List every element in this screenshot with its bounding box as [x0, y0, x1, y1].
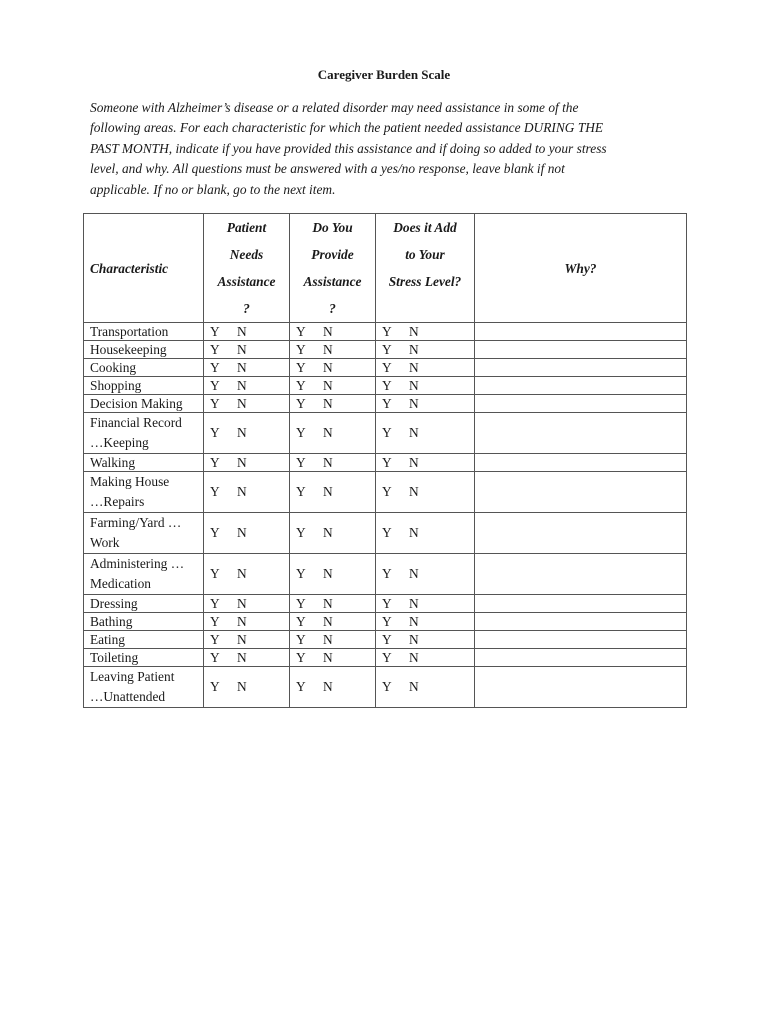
yes-option[interactable]: Y — [210, 679, 220, 694]
stress-level-yn-cell — [376, 595, 475, 613]
why-cell[interactable] — [475, 649, 687, 667]
characteristic-cell — [84, 595, 204, 613]
yes-option[interactable]: Y — [296, 650, 306, 665]
characteristic-label: Transportation — [90, 324, 169, 339]
no-option[interactable]: N — [237, 650, 247, 665]
table-header-row — [84, 214, 687, 323]
instructions-line: following areas. For each characteristic for which the patient needed assistance DURING THE — [90, 120, 604, 136]
header-why: Why? — [475, 214, 687, 323]
header-line: Do You — [312, 220, 353, 235]
no-option[interactable]: N — [409, 525, 419, 540]
provide-assistance-yn-cell — [290, 377, 376, 395]
yes-option[interactable]: Y — [382, 679, 392, 694]
patient-needs-yn-cell — [204, 667, 290, 708]
yes-option[interactable]: Y — [296, 484, 306, 499]
characteristic-label: Bathing — [90, 614, 133, 629]
table-body — [84, 323, 687, 708]
yes-option[interactable]: Y — [382, 455, 392, 470]
header-line: Provide — [311, 247, 354, 262]
instructions-line: PAST MONTH, indicate if you have provided this assistance and if doing so added to your stress — [90, 140, 607, 156]
no-option[interactable]: N — [409, 455, 419, 470]
no-option[interactable]: N — [409, 425, 419, 440]
why-cell[interactable] — [475, 595, 687, 613]
patient-needs-yn-cell — [204, 513, 290, 554]
no-option[interactable]: N — [237, 525, 247, 540]
stress-level-yn-cell — [376, 395, 475, 413]
table-row — [84, 413, 687, 454]
provide-assistance-yn-cell — [290, 341, 376, 359]
characteristic-cell — [84, 667, 204, 708]
no-option[interactable]: N — [323, 596, 333, 611]
yes-option[interactable]: Y — [382, 632, 392, 647]
no-option[interactable]: N — [323, 360, 333, 375]
patient-needs-yn-cell — [204, 472, 290, 513]
burden-table — [83, 213, 687, 708]
yes-option[interactable]: Y — [382, 650, 392, 665]
characteristic-cell — [84, 359, 204, 377]
no-option[interactable]: N — [237, 566, 247, 581]
provide-assistance-yn-cell — [290, 359, 376, 377]
no-option[interactable]: N — [237, 596, 247, 611]
yes-option[interactable]: Y — [382, 425, 392, 440]
no-option[interactable]: N — [237, 632, 247, 647]
no-option[interactable]: N — [323, 455, 333, 470]
characteristic-cell — [84, 377, 204, 395]
yes-option[interactable]: Y — [210, 396, 220, 411]
provide-assistance-yn-cell — [290, 554, 376, 595]
why-cell[interactable] — [475, 359, 687, 377]
no-option[interactable]: N — [409, 342, 419, 357]
characteristic-label: Making House — [90, 474, 170, 489]
yes-option[interactable]: Y — [296, 679, 306, 694]
yes-option[interactable]: Y — [210, 650, 220, 665]
yes-option[interactable]: Y — [210, 596, 220, 611]
stress-level-yn-cell — [376, 667, 475, 708]
yes-option[interactable]: Y — [296, 324, 306, 339]
patient-needs-yn-cell — [204, 323, 290, 341]
stress-level-yn-cell — [376, 323, 475, 341]
characteristic-label: …Unattended — [90, 689, 166, 704]
characteristic-cell — [84, 613, 204, 631]
no-option[interactable]: N — [323, 566, 333, 581]
yes-option[interactable]: Y — [382, 566, 392, 581]
provide-assistance-yn-cell — [290, 472, 376, 513]
why-cell[interactable] — [475, 377, 687, 395]
why-cell[interactable] — [475, 613, 687, 631]
yes-option[interactable]: Y — [296, 425, 306, 440]
table-row — [84, 454, 687, 472]
characteristic-label: …Keeping — [90, 435, 149, 450]
no-option[interactable]: N — [409, 484, 419, 499]
table-row — [84, 513, 687, 554]
table-row — [84, 649, 687, 667]
yes-option[interactable]: Y — [382, 396, 392, 411]
patient-needs-yn-cell — [204, 631, 290, 649]
table-row — [84, 395, 687, 413]
provide-assistance-yn-cell — [290, 649, 376, 667]
yes-option[interactable]: Y — [296, 525, 306, 540]
characteristic-label: Decision Making — [90, 396, 183, 411]
yes-option[interactable]: Y — [296, 396, 306, 411]
header-do-you-provide-assistance — [290, 214, 376, 323]
no-option[interactable]: N — [323, 525, 333, 540]
characteristic-label: Medication — [90, 576, 151, 591]
why-cell[interactable] — [475, 554, 687, 595]
provide-assistance-yn-cell — [290, 323, 376, 341]
table-row — [84, 667, 687, 708]
characteristic-label: Work — [90, 535, 120, 550]
characteristic-label: Housekeeping — [90, 342, 167, 357]
provide-assistance-yn-cell — [290, 667, 376, 708]
no-option[interactable]: N — [323, 614, 333, 629]
patient-needs-yn-cell — [204, 649, 290, 667]
yes-option[interactable]: Y — [210, 360, 220, 375]
yes-option[interactable]: Y — [296, 632, 306, 647]
header-stress-level — [376, 214, 475, 323]
header-line: Stress Level? — [388, 274, 462, 289]
yes-option[interactable]: Y — [382, 324, 392, 339]
yes-option[interactable]: Y — [210, 525, 220, 540]
header-line: ? — [243, 301, 250, 316]
no-option[interactable]: N — [237, 360, 247, 375]
no-option[interactable]: N — [409, 596, 419, 611]
stress-level-yn-cell — [376, 513, 475, 554]
yes-option[interactable]: Y — [210, 614, 220, 629]
why-cell[interactable] — [475, 395, 687, 413]
stress-level-yn-cell — [376, 472, 475, 513]
yes-option[interactable]: Y — [296, 614, 306, 629]
patient-needs-yn-cell — [204, 341, 290, 359]
table-row — [84, 377, 687, 395]
yes-option[interactable]: Y — [210, 342, 220, 357]
characteristic-label: Dressing — [90, 596, 138, 611]
characteristic-cell — [84, 395, 204, 413]
patient-needs-yn-cell — [204, 359, 290, 377]
header-line: ? — [329, 301, 336, 316]
yes-option[interactable]: Y — [210, 425, 220, 440]
provide-assistance-yn-cell — [290, 454, 376, 472]
yes-option[interactable]: Y — [296, 378, 306, 393]
instructions-line: level, and why. All questions must be answered with a yes/no response, leave blank if not — [90, 161, 565, 177]
characteristic-label: Shopping — [90, 378, 142, 393]
table-row — [84, 554, 687, 595]
no-option[interactable]: N — [323, 324, 333, 339]
header-line: Patient — [226, 220, 267, 235]
why-cell[interactable] — [475, 513, 687, 554]
why-cell[interactable] — [475, 413, 687, 454]
header-line: Needs — [229, 247, 264, 262]
why-cell[interactable] — [475, 341, 687, 359]
yes-option[interactable]: Y — [296, 596, 306, 611]
no-option[interactable]: N — [237, 342, 247, 357]
no-option[interactable]: N — [409, 360, 419, 375]
no-option[interactable]: N — [237, 425, 247, 440]
no-option[interactable]: N — [237, 396, 247, 411]
characteristic-cell — [84, 413, 204, 454]
provide-assistance-yn-cell — [290, 513, 376, 554]
stress-level-yn-cell — [376, 413, 475, 454]
yes-option[interactable]: Y — [382, 596, 392, 611]
yes-option[interactable]: Y — [382, 378, 392, 393]
characteristic-cell — [84, 472, 204, 513]
no-option[interactable]: N — [323, 425, 333, 440]
characteristic-cell — [84, 631, 204, 649]
no-option[interactable]: N — [323, 484, 333, 499]
no-option[interactable]: N — [237, 484, 247, 499]
document-title: Caregiver Burden Scale — [317, 67, 451, 82]
characteristic-label: Farming/Yard … — [90, 515, 182, 530]
why-cell[interactable] — [475, 323, 687, 341]
provide-assistance-yn-cell — [290, 395, 376, 413]
characteristic-cell — [84, 454, 204, 472]
no-option[interactable]: N — [323, 679, 333, 694]
yes-option[interactable]: Y — [210, 632, 220, 647]
patient-needs-yn-cell — [204, 595, 290, 613]
characteristic-label: Walking — [90, 455, 136, 470]
no-option[interactable]: N — [237, 324, 247, 339]
yes-option[interactable]: Y — [210, 324, 220, 339]
provide-assistance-yn-cell — [290, 413, 376, 454]
patient-needs-yn-cell — [204, 613, 290, 631]
yes-option[interactable]: Y — [382, 614, 392, 629]
characteristic-cell — [84, 513, 204, 554]
why-cell[interactable] — [475, 667, 687, 708]
why-cell[interactable] — [475, 472, 687, 513]
no-option[interactable]: N — [323, 378, 333, 393]
why-cell[interactable] — [475, 631, 687, 649]
characteristic-cell — [84, 323, 204, 341]
table-row — [84, 631, 687, 649]
characteristic-cell — [84, 341, 204, 359]
instructions-line: applicable. If no or blank, go to the next item. — [90, 181, 336, 197]
yes-option[interactable]: Y — [382, 484, 392, 499]
header-patient-needs-assistance — [204, 214, 290, 323]
stress-level-yn-cell — [376, 359, 475, 377]
no-option[interactable]: N — [409, 324, 419, 339]
no-option[interactable]: N — [323, 650, 333, 665]
patient-needs-yn-cell — [204, 395, 290, 413]
stress-level-yn-cell — [376, 454, 475, 472]
stress-level-yn-cell — [376, 649, 475, 667]
no-option[interactable]: N — [323, 396, 333, 411]
yes-option[interactable]: Y — [382, 342, 392, 357]
patient-needs-yn-cell — [204, 413, 290, 454]
header-line: Assistance — [217, 274, 276, 289]
characteristic-label: …Repairs — [90, 494, 145, 509]
characteristic-label: Cooking — [90, 360, 137, 375]
no-option[interactable]: N — [323, 632, 333, 647]
characteristic-label: Toileting — [90, 650, 139, 665]
characteristic-label: Administering … — [90, 556, 185, 571]
stress-level-yn-cell — [376, 613, 475, 631]
no-option[interactable]: N — [409, 679, 419, 694]
characteristic-cell — [84, 554, 204, 595]
no-option[interactable]: N — [237, 679, 247, 694]
provide-assistance-yn-cell — [290, 595, 376, 613]
no-option[interactable]: N — [237, 614, 247, 629]
table-row — [84, 359, 687, 377]
provide-assistance-yn-cell — [290, 613, 376, 631]
header-line — [379, 295, 471, 322]
table-row — [84, 341, 687, 359]
provide-assistance-yn-cell — [290, 631, 376, 649]
no-option[interactable]: N — [409, 632, 419, 647]
yes-option[interactable]: Y — [210, 455, 220, 470]
characteristic-label: Financial Record — [90, 415, 182, 430]
table-row — [84, 595, 687, 613]
no-option[interactable]: N — [409, 378, 419, 393]
stress-level-yn-cell — [376, 631, 475, 649]
table-row — [84, 472, 687, 513]
stress-level-yn-cell — [376, 377, 475, 395]
no-option[interactable]: N — [323, 342, 333, 357]
patient-needs-yn-cell — [204, 377, 290, 395]
instructions-paragraph — [90, 98, 690, 200]
header-characteristic: Characteristic — [84, 214, 204, 323]
yes-option[interactable]: Y — [210, 378, 220, 393]
yes-option[interactable]: Y — [382, 525, 392, 540]
yes-option[interactable]: Y — [210, 484, 220, 499]
no-option[interactable]: N — [237, 378, 247, 393]
table-row — [84, 323, 687, 341]
no-option[interactable]: N — [409, 396, 419, 411]
table-row — [84, 613, 687, 631]
header-line: Does it Add — [393, 220, 457, 235]
why-cell[interactable] — [475, 454, 687, 472]
patient-needs-yn-cell — [204, 454, 290, 472]
no-option[interactable]: N — [409, 614, 419, 629]
patient-needs-yn-cell — [204, 554, 290, 595]
yes-option[interactable]: Y — [296, 342, 306, 357]
instructions-line: Someone with Alzheimer’s disease or a related disorder may need assistance in some of the — [90, 100, 579, 115]
characteristic-cell — [84, 649, 204, 667]
no-option[interactable]: N — [409, 650, 419, 665]
yes-option[interactable]: Y — [296, 360, 306, 375]
characteristic-label: Leaving Patient — [90, 669, 175, 684]
yes-option[interactable]: Y — [210, 566, 220, 581]
no-option[interactable]: N — [409, 566, 419, 581]
stress-level-yn-cell — [376, 554, 475, 595]
stress-level-yn-cell — [376, 341, 475, 359]
yes-option[interactable]: Y — [296, 455, 306, 470]
header-line: Assistance — [303, 274, 362, 289]
header-line: to Your — [405, 247, 445, 262]
characteristic-label: Eating — [90, 632, 125, 647]
yes-option[interactable]: Y — [296, 566, 306, 581]
no-option[interactable]: N — [237, 455, 247, 470]
yes-option[interactable]: Y — [382, 360, 392, 375]
